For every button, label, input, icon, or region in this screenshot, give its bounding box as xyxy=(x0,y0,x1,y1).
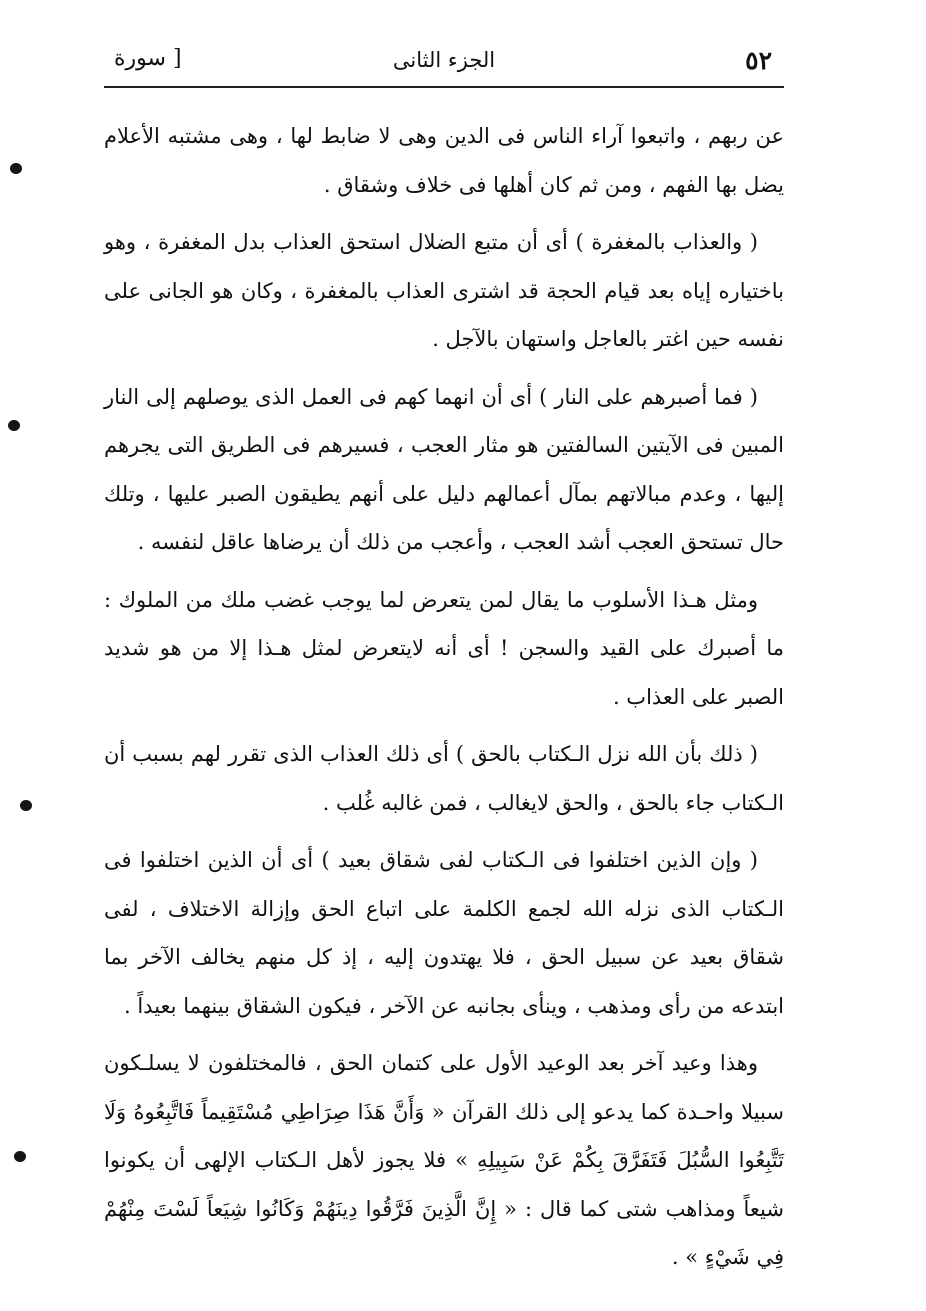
paragraph: ( والعذاب بالمغفرة ) أى أن متبع الضلال استحق العذاب بدل المغفرة ، وهو باختياره إياه بعد قيام الحجة قد اشترى العذاب بالمغفرة ، وكان هو الجانى على نفسه حين اغتر بالعاجل واستهان بالآجل . xyxy=(104,230,784,351)
paragraph: ومثل هـذا الأسلوب ما يقال لمن يتعرض لما يوجب غضب ملك من الملوك : ما أصبرك على القيد والسجن ! أى أنه لايتعرض لمثل هـذا إلا من هو شديد الصبر على العذاب . xyxy=(104,587,784,709)
scan-mark xyxy=(14,1151,26,1162)
running-title: الجزء الثانى xyxy=(392,48,496,72)
scan-mark xyxy=(20,800,32,811)
paragraph: ( وإن الذين اختلفوا فى الـكتاب لفى شقاق بعيد ) أى أن الذين اختلفوا فى الـكتاب الذى نزله الله لجمع الكلمة على اتباع الحق وإزالة الاختلاف ، لفى شقاق بعيد عن سبيل الحق ، فلا يهتدون إليه ، إذ كل منهم يخالف الآخر بما ابتدعه من رأى ومذهب ، وينأى بجانبه عن الآخر ، فيكون الشقاق بينهما بعيداً . xyxy=(104,848,784,1018)
scan-mark xyxy=(8,420,20,431)
header-rule xyxy=(104,86,784,88)
paragraph: عن ربهم ، واتبعوا آراء الناس فى الدين وهى لا ضابط لها ، وهى مشتبه الأعلام يضل بها الفهم ، ومن ثم كان أهلها فى خلاف وشقاق . xyxy=(104,124,784,197)
surah-label: [ سورة xyxy=(114,46,182,71)
paragraph: وهذا وعيد آخر بعد الوعيد الأول على كتمان الحق ، فالمختلفون لا يسلـكون سبيلا واحـدة كما يدعو إلى ذلك القرآن « وَأَنَّ هَذَا صِرَاطِي مُسْتَقِيماً فَاتَّبِعُوهُ وَلَا تَتَّبِعُوا السُّبُلَ فَتَفَرَّقَ بِكُمْ عَنْ سَبِيلِهِ » فلا يجوز لأهل الـكتاب الإلهى أن يكونوا شيعاً ومذاهب شتى كما قال : « إِنَّ الَّذِينَ فَرَّقُوا دِينَهُمْ وَكَانُوا شِيَعاً لَسْتَ مِنْهُمْ فِي شَيْءٍ » . xyxy=(104,1051,784,1269)
scan-mark xyxy=(10,163,22,174)
body-text xyxy=(104,112,784,1291)
page-header xyxy=(104,40,784,84)
paragraph: ( ذلك بأن الله نزل الـكتاب بالحق ) أى ذلك العذاب الذى تقرر لهم بسبب أن الـكتاب جاء بالحق ، والحق لايغالب ، فمن غالبه غُلب . xyxy=(104,742,784,815)
page-number: ٥٢ xyxy=(745,46,772,75)
paragraph: ( فما أصبرهم على النار ) أى أن انهما كهم فى العمل الذى يوصلهم إلى النار المبين فى الآيتين السالفتين هو مثار العجب ، فسيرهم فى الطريق التى يجرهم إليها ، وعدم مبالاتهم بمآل أعمالهم دليل على أنهم يطيقون الصبر عليها ، وتلك حال تستحق العجب أشد العجب ، وأعجب من ذلك أن يرضاها عاقل لنفسه . xyxy=(104,384,784,554)
